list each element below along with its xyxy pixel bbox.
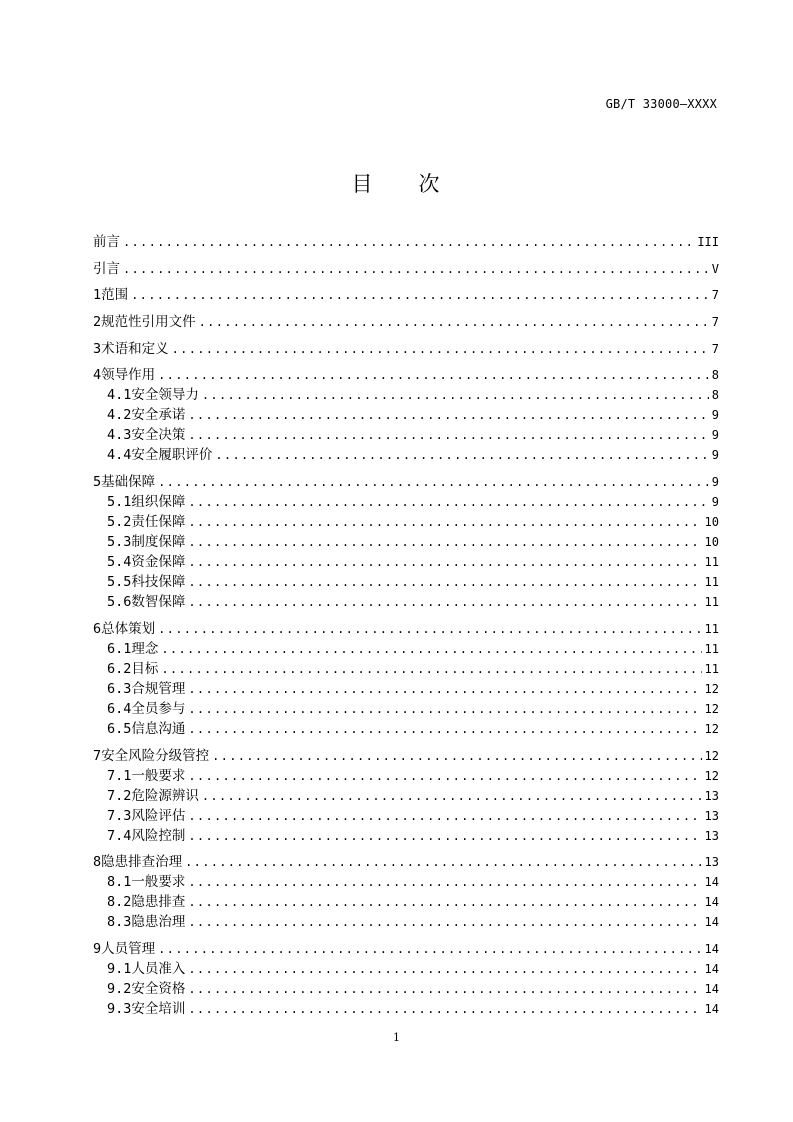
toc-entry-number: 1 [93,287,102,304]
toc-entry-number: 6.1 [107,640,132,657]
toc-entry-label: 安全承诺 [131,407,186,424]
dot-leader [188,572,701,592]
dot-leader [158,619,701,639]
dot-leader [172,339,709,359]
toc-entry-label: 安全培训 [131,1000,186,1017]
toc-entry-number: 5.3 [107,534,132,551]
dot-leader [158,365,709,385]
toc-entry-page: 12 [704,701,719,716]
toc-entry-label: 隐患排查 [131,894,186,911]
dot-leader [185,852,701,872]
toc-entry[interactable] [93,339,719,359]
toc-subentry[interactable] [93,719,719,739]
toc-entry-number: 4.2 [107,407,132,424]
toc-entry[interactable] [93,746,719,766]
dot-leader [123,232,694,252]
toc-entry-label: 一般要求 [131,874,186,891]
dot-leader [188,425,708,445]
toc-subentry[interactable] [93,532,719,552]
toc-subentry[interactable] [93,639,719,659]
dot-leader [188,892,701,912]
toc-entry-page: 10 [704,535,719,550]
dot-leader [188,959,701,979]
toc-entry-page: 13 [704,808,719,823]
toc-entry-label: 责任保障 [131,514,186,531]
toc-entry-page: 11 [704,661,719,676]
toc-subentry[interactable] [93,826,719,846]
toc-entry-page: 12 [704,748,719,763]
dot-leader [188,766,701,786]
toc-subentry[interactable] [93,445,719,465]
dot-leader [188,999,701,1019]
dot-leader [161,639,701,659]
toc-entry-page: 9 [711,448,719,463]
toc-entry-page: 7 [711,341,719,356]
toc-entry-number: 9.2 [107,980,132,997]
toc-entry[interactable] [93,365,719,385]
toc-entry-number: 6.2 [107,660,132,677]
toc-entry-number: 5.4 [107,554,132,571]
dot-leader [161,659,701,679]
toc-subentry[interactable] [93,425,719,445]
toc-subentry[interactable] [93,512,719,532]
dot-leader [123,259,709,279]
toc-subentry[interactable] [93,659,719,679]
toc-entry-number: 3 [93,340,102,357]
toc-entry-page: 7 [711,315,719,330]
toc-entry-number: 7 [93,747,102,764]
toc-subentry[interactable] [93,492,719,512]
toc-entry-number: 4.1 [107,387,132,404]
toc-subentry[interactable] [93,979,719,999]
toc-subentry[interactable] [93,405,719,425]
dot-leader [202,786,702,806]
dot-leader [188,719,701,739]
table-of-contents [93,232,719,1019]
toc-entry-number: 6 [93,620,102,637]
toc-subentry[interactable] [93,806,719,826]
toc-entry-number: 8.1 [107,874,132,891]
dot-leader [188,912,701,932]
toc-entry-label: 信息沟通 [131,720,186,737]
toc-entry-page: 11 [704,555,719,570]
toc-entry-page: 11 [704,621,719,636]
dot-leader [212,746,701,766]
toc-subentry[interactable] [93,872,719,892]
document-code: GB/T 33000—XXXX [605,97,717,111]
dot-leader [131,285,709,305]
toc-subentry[interactable] [93,385,719,405]
toc-entry-label: 安全风险分级管控 [101,747,210,764]
page-number: 1 [393,1031,400,1044]
toc-subentry[interactable] [93,912,719,932]
toc-entry-page: 12 [704,681,719,696]
toc-entry-number: 5.6 [107,594,132,611]
toc-entry-label: 领导作用 [101,367,156,384]
dot-leader [188,532,701,552]
toc-entry-page: 11 [704,575,719,590]
toc-subentry[interactable] [93,592,719,612]
toc-entry-page: 7 [711,288,719,303]
dot-leader [199,312,709,332]
toc-subentry[interactable] [93,552,719,572]
toc-entry[interactable] [93,285,719,305]
toc-entry-page: 12 [704,721,719,736]
dot-leader [188,699,701,719]
toc-entry-number: 7.4 [107,827,132,844]
toc-entry-number: 7.2 [107,787,132,804]
toc-entry-number: 4 [93,367,102,384]
dot-leader [188,826,701,846]
toc-entry-page: 11 [704,595,719,610]
toc-subentry[interactable] [93,699,719,719]
toc-entry-page: 13 [704,855,719,870]
toc-entry-number: 8.3 [107,914,132,931]
dot-leader [188,405,708,425]
toc-entry-page: 9 [711,428,719,443]
toc-subentry[interactable] [93,572,719,592]
toc-entry-number: 5.1 [107,494,132,511]
toc-entry-page: 14 [704,941,719,956]
toc-entry-label: 理念 [131,640,159,657]
toc-subentry[interactable] [93,999,719,1019]
toc-entry-label: 一般要求 [131,767,186,784]
toc-entry-number: 6.3 [107,680,132,697]
toc-entry-number: 4.3 [107,427,132,444]
toc-entry-label: 风险控制 [131,827,186,844]
toc-entry[interactable] [93,232,719,252]
toc-entry-label: 安全领导力 [131,387,199,404]
toc-entry-label: 组织保障 [131,494,186,511]
dot-leader [188,512,701,532]
title-part-1: 目 [351,172,375,196]
dot-leader [188,552,701,572]
toc-entry[interactable] [93,259,719,279]
toc-entry-label: 前言 [93,234,120,250]
dot-leader [158,939,701,959]
toc-entry-page: 10 [704,515,719,530]
dot-leader [202,385,709,405]
toc-entry-number: 4.4 [107,447,132,464]
dot-leader [188,872,701,892]
toc-entry[interactable] [93,852,719,872]
toc-entry-page: III [697,235,719,249]
toc-entry-label: 安全决策 [131,427,186,444]
title-part-2: 次 [418,172,442,196]
toc-entry-label: 目标 [131,660,159,677]
toc-entry-label: 危险源辨识 [131,787,199,804]
toc-entry-label: 总体策划 [101,620,156,637]
dot-leader [158,472,709,492]
toc-entry[interactable] [93,472,719,492]
toc-entry-number: 8.2 [107,894,132,911]
toc-entry-label: 全员参与 [131,700,186,717]
toc-entry-page: 14 [704,915,719,930]
toc-entry[interactable] [93,312,719,332]
toc-entry[interactable] [93,939,719,959]
toc-subentry[interactable] [93,892,719,912]
toc-entry-label: 范围 [101,287,129,304]
toc-entry-number: 6.5 [107,720,132,737]
toc-entry-number: 9.1 [107,960,132,977]
toc-entry-label: 科技保障 [131,574,186,591]
toc-entry-label: 安全资格 [131,980,186,997]
toc-subentry[interactable] [93,786,719,806]
toc-entry-label: 隐患排查治理 [101,854,183,871]
toc-entry-number: 2 [93,314,102,331]
toc-entry-label: 资金保障 [131,554,186,571]
toc-entry-number: 5.5 [107,574,132,591]
dot-leader [215,445,708,465]
toc-entry-page: 13 [704,788,719,803]
toc-entry-page: 8 [711,388,719,403]
toc-entry-number: 9.3 [107,1000,132,1017]
toc-entry-page: V [711,261,719,276]
toc-entry-label: 基础保障 [101,474,156,491]
toc-entry-page: 8 [711,368,719,383]
toc-entry-label: 制度保障 [131,534,186,551]
toc-entry-number: 8 [93,854,102,871]
toc-entry-page: 14 [704,961,719,976]
toc-entry-page: 14 [704,895,719,910]
dot-leader [188,679,701,699]
dot-leader [188,592,701,612]
toc-entry-page: 9 [711,495,719,510]
page-title [0,168,793,198]
toc-entry-label: 人员准入 [131,960,186,977]
toc-entry-label: 规范性引用文件 [101,314,196,331]
toc-entry-label: 风险评估 [131,807,186,824]
toc-entry-number: 9 [93,940,102,957]
toc-entry[interactable] [93,619,719,639]
toc-entry-page: 14 [704,1001,719,1016]
dot-leader [188,979,701,999]
toc-entry-label: 隐患治理 [131,914,186,931]
dot-leader [188,806,701,826]
toc-subentry[interactable] [93,766,719,786]
toc-entry-page: 13 [704,828,719,843]
toc-entry-page: 12 [704,768,719,783]
toc-entry-page: 9 [711,475,719,490]
toc-entry-page: 9 [711,408,719,423]
toc-entry-number: 5.2 [107,514,132,531]
toc-entry-page: 11 [704,641,719,656]
toc-entry-label: 数智保障 [131,594,186,611]
toc-entry-page: 14 [704,981,719,996]
toc-entry-number: 7.1 [107,767,132,784]
toc-subentry[interactable] [93,679,719,699]
dot-leader [188,492,708,512]
toc-subentry[interactable] [93,959,719,979]
toc-entry-label: 引言 [93,260,120,277]
toc-entry-label: 人员管理 [101,940,156,957]
toc-entry-label: 安全履职评价 [131,447,213,464]
toc-entry-label: 合规管理 [131,680,186,697]
toc-entry-number: 5 [93,474,102,491]
toc-entry-label: 术语和定义 [101,340,169,357]
toc-entry-page: 14 [704,875,719,890]
toc-entry-number: 6.4 [107,700,132,717]
toc-entry-number: 7.3 [107,807,132,824]
